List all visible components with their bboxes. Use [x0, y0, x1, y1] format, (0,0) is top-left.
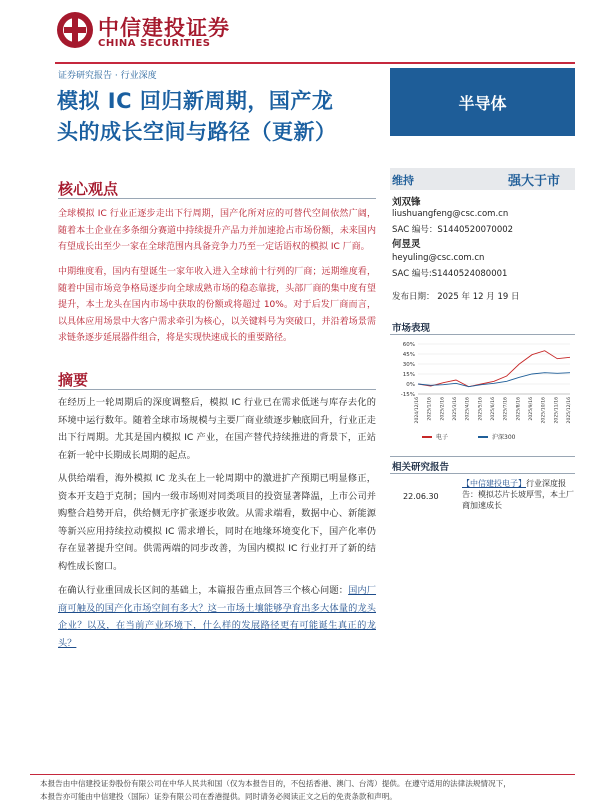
summary-para2: 从供给端看，海外模拟 IC 龙头在上一轮周期中的激进扩产预期已明显修正，资本开支趋于克制；国内一级市场则对同类项目的投资显著降温，上市公司并购整合趋势开启，供给侧无序扩张逐步收敛。从需求端看，数据中心、新能源等新兴应用持续拉动模拟 IC 需求增长，同时在地缘环境变化下，国产化率仍存在显著提升空间。供需两端的同步改善，为国内模拟 IC 行业打开了新的结构性成长窗口。	[58, 473, 376, 572]
legend-label-csi300: 沪深300	[492, 434, 516, 441]
related-top-rule	[390, 456, 575, 457]
x-tick-label: 2025/3/16	[453, 397, 458, 421]
analyst-2-email[interactable]: heyuling@csc.com.cn	[392, 253, 485, 263]
y-tick-label: 0%	[406, 382, 415, 388]
core-view-para2: 中期维度看，国内有望诞生一家年收入进入全球前十行列的厂商；远期维度看，随着中国市场竞争格局逐步向全球成熟市场的稳态靠拢，头部厂商的集中度有望提升，本土龙头在国内市场中获取的份额或将超过 10%。对于后发厂商而言，以具体应用场景中大客户需求牵引为核心，以关键料号为突破口，并沿着场景需求链条逐步延展器件组合，将是实现快速成长的重要路径。	[58, 267, 376, 343]
logo-en: CHINA SECURITIES	[98, 38, 211, 49]
x-tick-label: 2025/1/16	[427, 397, 433, 421]
x-tick-label: 2025/11/16	[554, 397, 560, 424]
analyst-2-name: 何昱灵	[392, 239, 421, 250]
header-rule	[55, 62, 575, 64]
disclaimer-line2: 本报告亦可能由中信建投（国际）证券有限公司在香港提供。同时请务必阅读正文之后的免责条款和声明。	[40, 792, 397, 801]
x-tick-label: 2024/12/16	[415, 397, 420, 424]
x-tick-label: 2025/7/16	[503, 397, 509, 421]
disclaimer-line1: 本报告由中信建投证券股份有限公司在中华人民共和国（仅为本报告目的，不包括香港、澳门、台湾）提供。在遵守适用的法律法规情况下，	[40, 779, 511, 788]
x-tick-label: 2025/4/16	[465, 397, 471, 421]
summary-para3-lead: 在确认行业重回成长区间的基础上，本篇报告重点回答三个核心问题：	[58, 585, 349, 596]
related-heading: 相关研究报告	[392, 462, 450, 473]
rating-value: 强大于市	[508, 174, 561, 189]
market-rule	[390, 334, 575, 335]
related-date: 22.06.30	[403, 492, 439, 501]
x-tick-label: 2025/10/16	[541, 397, 547, 424]
analyst-1-email[interactable]: liushuangfeng@csc.com.cn	[392, 209, 509, 219]
report-title-line1: 模拟 IC 回归新周期，国产龙	[57, 89, 334, 113]
legend-swatch-csi300	[478, 436, 488, 438]
y-tick-label: 30%	[402, 362, 415, 368]
x-tick-label: 2025/5/16	[478, 397, 484, 421]
y-tick-label: 45%	[402, 352, 415, 358]
series-line-csi300	[418, 373, 570, 387]
analyst-1-sac: SAC 编号：S1440520070002	[392, 225, 514, 235]
footer-rule	[30, 774, 575, 775]
x-tick-label: 2025/9/16	[529, 397, 534, 421]
y-tick-label: 60%	[402, 342, 415, 348]
y-tick-label: 15%	[402, 372, 415, 378]
x-tick-label: 2025/2/16	[440, 397, 446, 421]
publish-date: 发布日期： 2025 年 12 月 19 日	[392, 292, 520, 302]
analyst-2-sac: SAC 编号:S1440524080001	[392, 269, 508, 279]
related-report-tag[interactable]: 【中信建投电子】	[462, 479, 526, 488]
summary-rule	[58, 389, 376, 390]
sector-badge: 半导体	[390, 68, 575, 136]
legend-label-electronics: 电子	[436, 434, 449, 441]
core-view-para1: 全球模拟 IC 行业正逐步走出下行周期，国产化所对应的可替代空间依然广阔，随着本土企业在多条细分赛道中持续提升产品力并加速抢占市场份额，未来国内有望成长出至少一家在全球范围内具备竞争力乃至一定话语权的模拟 IC 厂商。	[58, 209, 376, 252]
y-tick-label: -15%	[400, 392, 415, 398]
report-type: 证券研究报告 · 行业深度	[58, 71, 157, 81]
chart-legend	[422, 432, 515, 441]
legend-swatch-electronics	[422, 436, 432, 438]
core-view-rule	[58, 198, 376, 199]
related-report-link[interactable]	[462, 478, 575, 511]
series-line-electronics	[418, 351, 570, 387]
related-report-title: 行业深度报告：模拟芯片长坡厚雪，本土厂商加速成长	[462, 479, 574, 510]
report-title-line2: 头的成长空间与路径（更新）	[57, 120, 337, 144]
x-tick-label: 2025/8/16	[516, 397, 522, 421]
analyst-1-name: 刘双锋	[392, 197, 421, 208]
rating-action: 维持	[392, 174, 414, 187]
core-view-heading: 核心观点	[58, 180, 119, 198]
related-rule	[390, 473, 575, 474]
x-tick-label: 2025/6/16	[491, 397, 496, 421]
logo-cn: 中信建投证券	[98, 16, 230, 40]
x-tick-label: 2025/12/16	[567, 397, 572, 424]
csc-logo-icon	[55, 10, 95, 50]
summary-key-questions: 国内厂商可触及的国产化市场空间有多大？这一市场土壤能够孕育出多大体量的龙头企业？以及，在当前产业环境下，什么样的发展路径更有可能诞生真正的龙头？	[58, 585, 377, 649]
market-heading: 市场表现	[392, 323, 431, 334]
summary-heading: 摘要	[58, 371, 89, 389]
summary-para3	[58, 582, 376, 652]
summary-para1: 在经历上一轮周期后的深度调整后，模拟 IC 行业已在需求低迷与库存去化的环境中运行数年。随着全球市场规模与主要厂商业绩逐步触底回升，行业正走出下行周期。尤其是国内模拟 IC 产业，在国产替代持续推进的背景下，正站在新一轮中长期成长周期的起点。	[58, 397, 376, 461]
